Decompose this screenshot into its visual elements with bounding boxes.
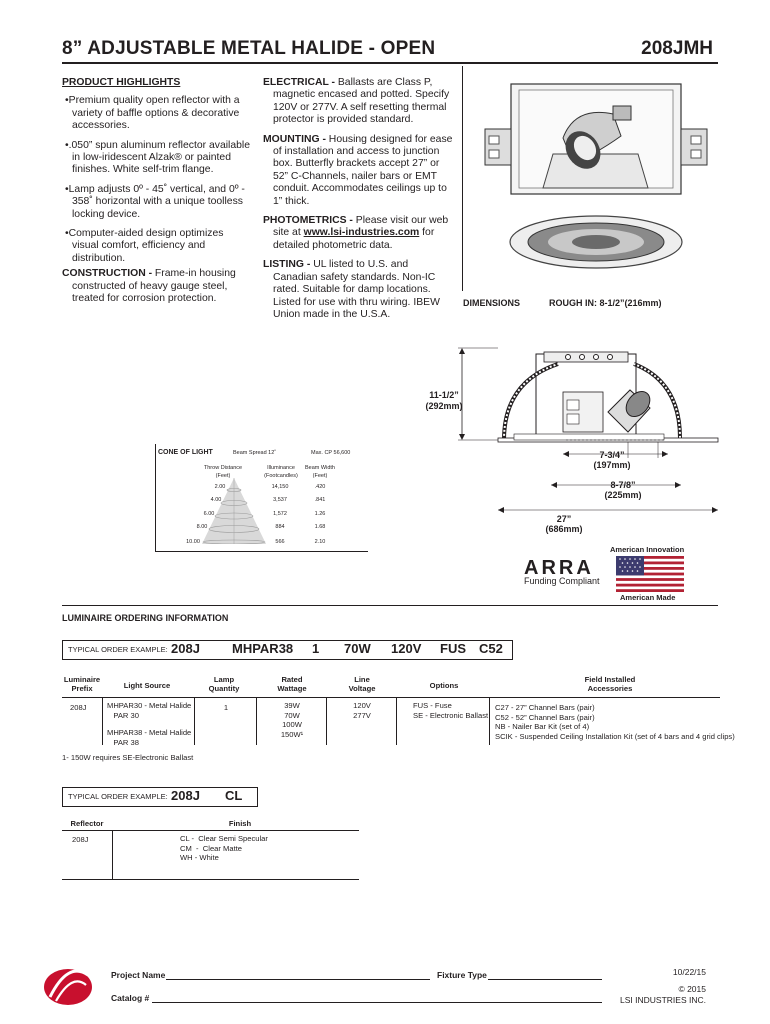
- example-voltage: 120V: [391, 641, 422, 656]
- fixture-type-label: Fixture Type: [437, 970, 487, 980]
- construction-text: [62, 268, 252, 305]
- reflector-example-finish: CL: [225, 788, 243, 803]
- col-reflector: Reflector: [70, 819, 104, 828]
- max-cp: Max. CP 56,600: [311, 450, 351, 456]
- option-item: FUS - Fuse: [413, 701, 452, 710]
- col-prefix: Luminaire Prefix: [63, 675, 101, 693]
- highlight-item: •Lamp adjusts 0º - 45˚ vertical, and 0º - 358˚ horizontal with a unique toolless locking device.: [65, 183, 245, 220]
- wattage-footnote: 1- 150W requires SE-Electronic Ballast: [62, 753, 194, 762]
- width-value: 1.26: [314, 511, 326, 517]
- wattage-option: 150W¹: [280, 729, 304, 739]
- accessory-item: C52 - 52” Channel Bars (pair): [495, 712, 595, 722]
- throw-label: Throw Distance: [203, 465, 243, 471]
- cone-title: CONE OF LIGHT: [158, 449, 213, 456]
- d1-value: 7-3/4”: [599, 450, 625, 460]
- width-dimension-1: [584, 450, 640, 470]
- d3-mm: (686mm): [545, 524, 583, 534]
- electrical-text: [263, 77, 453, 127]
- beam-spread: Beam Spread 12˚: [233, 450, 277, 456]
- specifications: [263, 77, 453, 328]
- product-image-panel: [462, 66, 719, 291]
- arra-logo: ARRA: [524, 557, 594, 579]
- col-divider: [194, 697, 195, 745]
- wattage-option: 100W: [282, 720, 302, 729]
- col-voltage: Line Voltage: [348, 675, 376, 693]
- dimensions-label: DIMENSIONS: [463, 298, 521, 308]
- catalog-label: Catalog #: [111, 993, 150, 1003]
- product-code: 208JMH: [641, 38, 713, 59]
- d3-value: 27”: [556, 514, 572, 524]
- throw-value: 2.00: [214, 484, 226, 490]
- throw-value: 8.00: [196, 524, 208, 530]
- highlight-item: •Computer-aided design optimizes visual comfort, efficiency and distribution.: [65, 228, 224, 264]
- col-qty: Lamp Quantity: [208, 675, 240, 693]
- d2-mm: (225mm): [604, 490, 642, 500]
- source-option: MHPAR38 - Metal Halide PAR 38: [107, 728, 192, 747]
- mounting-text: [263, 134, 453, 208]
- width-dimension-2: [595, 480, 651, 500]
- d2-value: 8-7/8”: [610, 480, 636, 490]
- prefix-value: 208J: [70, 703, 87, 712]
- width-value: .420: [314, 484, 326, 490]
- listing-label: LISTING -: [263, 259, 311, 271]
- copyright: © 2015: [678, 984, 706, 994]
- header-rule: [62, 62, 718, 64]
- rough-in-label: ROUGH IN: 8-1/2”(216mm): [549, 298, 662, 308]
- fixture-type-field[interactable]: [488, 979, 602, 980]
- listing-body: UL listed to U.S. and Canadian safety standards. Non-IC rated. Suitable for damp locations. Listed for use with thru wiring. IBEW Union made in the U.S.A.: [273, 259, 440, 320]
- finish-list: [180, 834, 268, 863]
- illum-unit: (Footcandles): [264, 473, 298, 479]
- illum-header: [261, 464, 301, 480]
- col-source: Light Source: [123, 681, 171, 690]
- website-link[interactable]: www.lsi-industries.com: [303, 227, 420, 239]
- example-wattage: 70W: [344, 641, 371, 656]
- source-option: MHPAR30 - Metal Halide PAR 30: [107, 701, 192, 720]
- voltage-list: [330, 701, 394, 720]
- width-unit: (Feet): [312, 473, 328, 479]
- d1-mm: (197mm): [593, 460, 631, 470]
- accessory-item: SCIK - Suspended Ceiling Installation Kit (set of 4 bars and 4 grid clips): [495, 731, 735, 741]
- voltage-option: 120V: [353, 701, 371, 710]
- catalog-field[interactable]: [152, 1002, 602, 1003]
- width-value: .841: [314, 497, 326, 503]
- height-mm: (292mm): [425, 401, 463, 411]
- example-option: FUS: [440, 641, 466, 656]
- wattage-list: [260, 701, 324, 739]
- width-value: 2.10: [314, 539, 326, 545]
- product-highlights: [62, 77, 252, 313]
- finish-option: WH - White: [180, 853, 219, 862]
- width-header: [302, 464, 338, 480]
- width-value: 1.68: [314, 524, 326, 530]
- height-value: 11-1/2”: [429, 390, 459, 400]
- highlight-item: •.050” spun aluminum reflector available in low-iridescent Alzak® or painted finishes. White self-trim flange.: [65, 139, 250, 176]
- lsi-logo: [42, 967, 94, 1007]
- funding-compliant: Funding Compliant: [524, 576, 600, 586]
- voltage-option: 277V: [353, 710, 371, 720]
- photometrics-text: [263, 215, 453, 252]
- construction-label: CONSTRUCTION -: [62, 268, 153, 280]
- illum-value: 884: [275, 524, 285, 530]
- illum-value: 566: [275, 539, 285, 545]
- photometrics-body-a: Please visit our web site at: [273, 215, 449, 239]
- revision-date: 10/22/15: [672, 967, 706, 977]
- example-qty: 1: [312, 641, 320, 656]
- order-example-label: TYPICAL ORDER EXAMPLE:: [68, 645, 168, 654]
- col-finish: Finish: [228, 819, 252, 828]
- example-accessory: C52: [479, 641, 503, 656]
- construction-body: Frame-in housing constructed of heavy gauge steel, treated for corrosion protection.: [72, 268, 236, 305]
- throw-unit: (Feet): [215, 473, 231, 479]
- american-made: American Made: [620, 593, 676, 602]
- col-divider: [326, 697, 327, 745]
- reflector-header-rule: [62, 830, 359, 831]
- throw-value: 4.00: [210, 497, 222, 503]
- finish-option: CL - Clear Semi Specular: [180, 834, 268, 843]
- reflector-bottom-rule: [62, 879, 359, 880]
- example-source: MHPAR38: [232, 641, 294, 656]
- illum-label: Illuminance: [267, 465, 295, 471]
- ordering-heading: LUMINAIRE ORDERING INFORMATION: [62, 613, 229, 623]
- page-title: 8” ADJUSTABLE METAL HALIDE - OPEN: [62, 38, 436, 59]
- reflector-value: 208J: [72, 835, 89, 844]
- reflector-example-prefix: 208J: [171, 788, 200, 803]
- accessories-list: [495, 703, 735, 741]
- mounting-label: MOUNTING -: [263, 133, 326, 145]
- ordering-rule: [62, 605, 718, 606]
- col-divider: [396, 697, 397, 745]
- col-divider: [489, 697, 490, 745]
- company-name: LSI INDUSTRIES INC.: [620, 995, 706, 1005]
- fixture-photo: [463, 66, 719, 291]
- highlights-heading: PRODUCT HIGHLIGHTS: [62, 77, 181, 88]
- finish-option: CM - Clear Matte: [180, 843, 243, 853]
- col-divider: [102, 697, 103, 745]
- photometrics-label: PHOTOMETRICS -: [263, 215, 353, 227]
- highlight-item: •Premium quality open reflector with a variety of baffle options & decorative accessories.: [65, 95, 240, 132]
- photometrics-body-b: for detailed photometric data.: [273, 227, 435, 251]
- us-flag-icon: [616, 556, 684, 592]
- qty-value: 1: [223, 703, 229, 712]
- height-dimension: [421, 390, 467, 412]
- electrical-label: ELECTRICAL -: [263, 77, 335, 88]
- wattage-option: 70W: [284, 710, 300, 720]
- mounting-body: Housing designed for ease of installation and access to junction box. Butterfly brackets accept 27” or 52” C-Channels, nailer bars or EMT conduit. Accommodates ceilings up to 1” thick.: [273, 133, 453, 207]
- col-options: Options: [429, 681, 459, 690]
- electrical-body: Ballasts are Class P, magnetic encased and potted. Specify 120V or 277V. A self resetting thermal protector is provided standard.: [273, 77, 450, 126]
- option-item: SE - Electronic Ballast: [413, 710, 489, 720]
- illum-value: 1,572: [273, 511, 287, 517]
- reflector-example-label: TYPICAL ORDER EXAMPLE:: [68, 792, 168, 801]
- width-label: Beam Width: [305, 465, 335, 471]
- american-innovation: American Innovation: [610, 545, 685, 554]
- throw-header: [197, 464, 249, 480]
- project-name-field[interactable]: [166, 979, 430, 980]
- example-prefix: 208J: [171, 641, 200, 656]
- accessory-item: NB - Nailer Bar Kit (set of 4): [495, 722, 590, 731]
- table-header-rule: [62, 697, 720, 698]
- illum-value: 14,150: [271, 484, 289, 490]
- col-accessories: Field Installed Accessories: [584, 675, 636, 693]
- accessory-item: C27 - 27” Channel Bars (pair): [495, 703, 595, 712]
- throw-value: 6.00: [203, 511, 215, 517]
- col-divider: [256, 697, 257, 745]
- listing-text: [263, 259, 453, 321]
- width-dimension-3: [536, 514, 592, 534]
- illum-value: 3,537: [273, 497, 287, 503]
- project-name-label: Project Name: [111, 970, 166, 980]
- col-wattage: Rated Wattage: [277, 675, 307, 693]
- dimension-drawing: [458, 342, 720, 524]
- col-divider: [112, 830, 113, 880]
- options-list: [413, 701, 488, 720]
- throw-value: 10.00: [186, 539, 200, 545]
- wattage-option: 39W: [284, 701, 300, 710]
